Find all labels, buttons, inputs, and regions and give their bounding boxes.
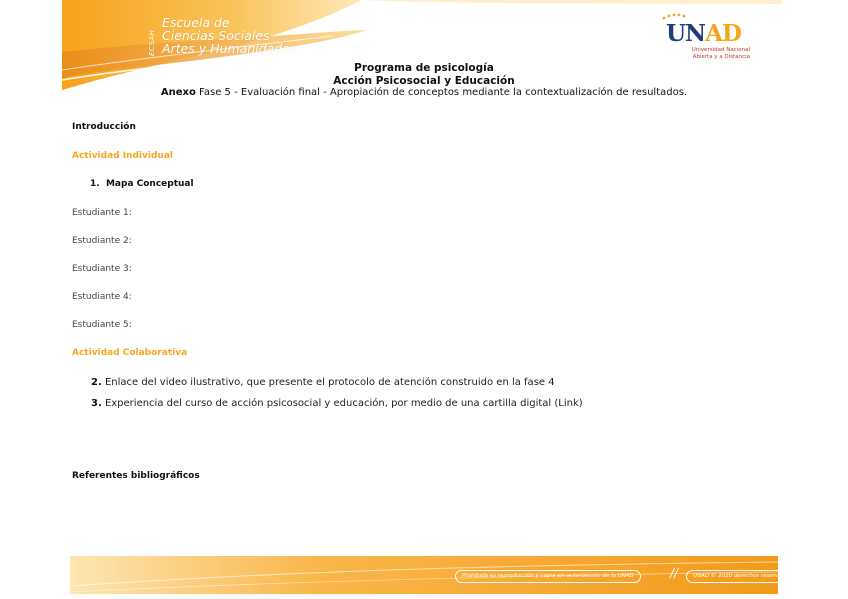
list-item-1-number: 1. bbox=[90, 179, 100, 189]
list-item-2-text: Enlace del video ilustrativo, que presente el protocolo de atención construido en la fase 4 bbox=[101, 377, 555, 388]
logo-subtitle-2: Abierta y a Distancia bbox=[692, 53, 750, 60]
references-heading: Referentes bibliográficos bbox=[72, 471, 200, 481]
logo-subtitle bbox=[660, 47, 750, 60]
list-item-3-text: Experiencia del curso de acción psicosocial y educación, por medio de una cartilla digital (Link) bbox=[101, 398, 583, 409]
list-item-2-number: 2. bbox=[91, 377, 102, 388]
annex-text: Fase 5 - Evaluación final - Apropiación de conceptos mediante la contextualización de resultados. bbox=[195, 87, 688, 98]
list-item-3-number: 3. bbox=[91, 398, 102, 409]
school-name bbox=[148, 15, 297, 56]
student-line-4: Estudiante 4: bbox=[72, 292, 132, 302]
unad-logo bbox=[660, 13, 750, 68]
introduction-heading: Introducción bbox=[72, 122, 136, 132]
individual-activity-heading: Actividad Individual bbox=[72, 151, 173, 161]
footer-copyright: UNAD © 2020 derechos reservados bbox=[686, 570, 798, 583]
course-title: Acción Psicosocial y Educación bbox=[333, 75, 515, 87]
collaborative-activity-heading: Actividad Colaborativa bbox=[72, 348, 188, 358]
student-line-2: Estudiante 2: bbox=[72, 236, 132, 246]
student-line-3: Estudiante 3: bbox=[72, 264, 132, 274]
list-item-1 bbox=[90, 179, 194, 189]
school-acronym: ECSAH bbox=[148, 29, 156, 56]
list-item-2 bbox=[91, 377, 555, 388]
list-item-1-label: Mapa Conceptual bbox=[105, 179, 194, 189]
school-line-1: Escuela de bbox=[162, 15, 230, 30]
annex-line bbox=[0, 87, 848, 99]
list-item-3 bbox=[91, 398, 583, 409]
program-title: Programa de psicología bbox=[354, 62, 494, 74]
document-titles bbox=[0, 62, 848, 99]
footer-notice: Prohibida su reproducción y copia sin autorización de la UNAD bbox=[455, 570, 641, 583]
student-line-1: Estudiante 1: bbox=[72, 208, 132, 218]
footer-banner bbox=[70, 556, 792, 594]
logo-subtitle-1: Universidad Nacional bbox=[691, 47, 750, 53]
logo-wordmark bbox=[666, 20, 741, 47]
student-line-5: Estudiante 5: bbox=[72, 320, 132, 330]
school-line-2: Ciencias Sociales bbox=[162, 28, 270, 43]
annex-label: Anexo bbox=[160, 87, 196, 98]
footer-separator: // bbox=[670, 566, 679, 580]
logo-text: UNAD bbox=[666, 20, 741, 47]
school-line-3: Artes y Humanidades bbox=[162, 41, 297, 56]
